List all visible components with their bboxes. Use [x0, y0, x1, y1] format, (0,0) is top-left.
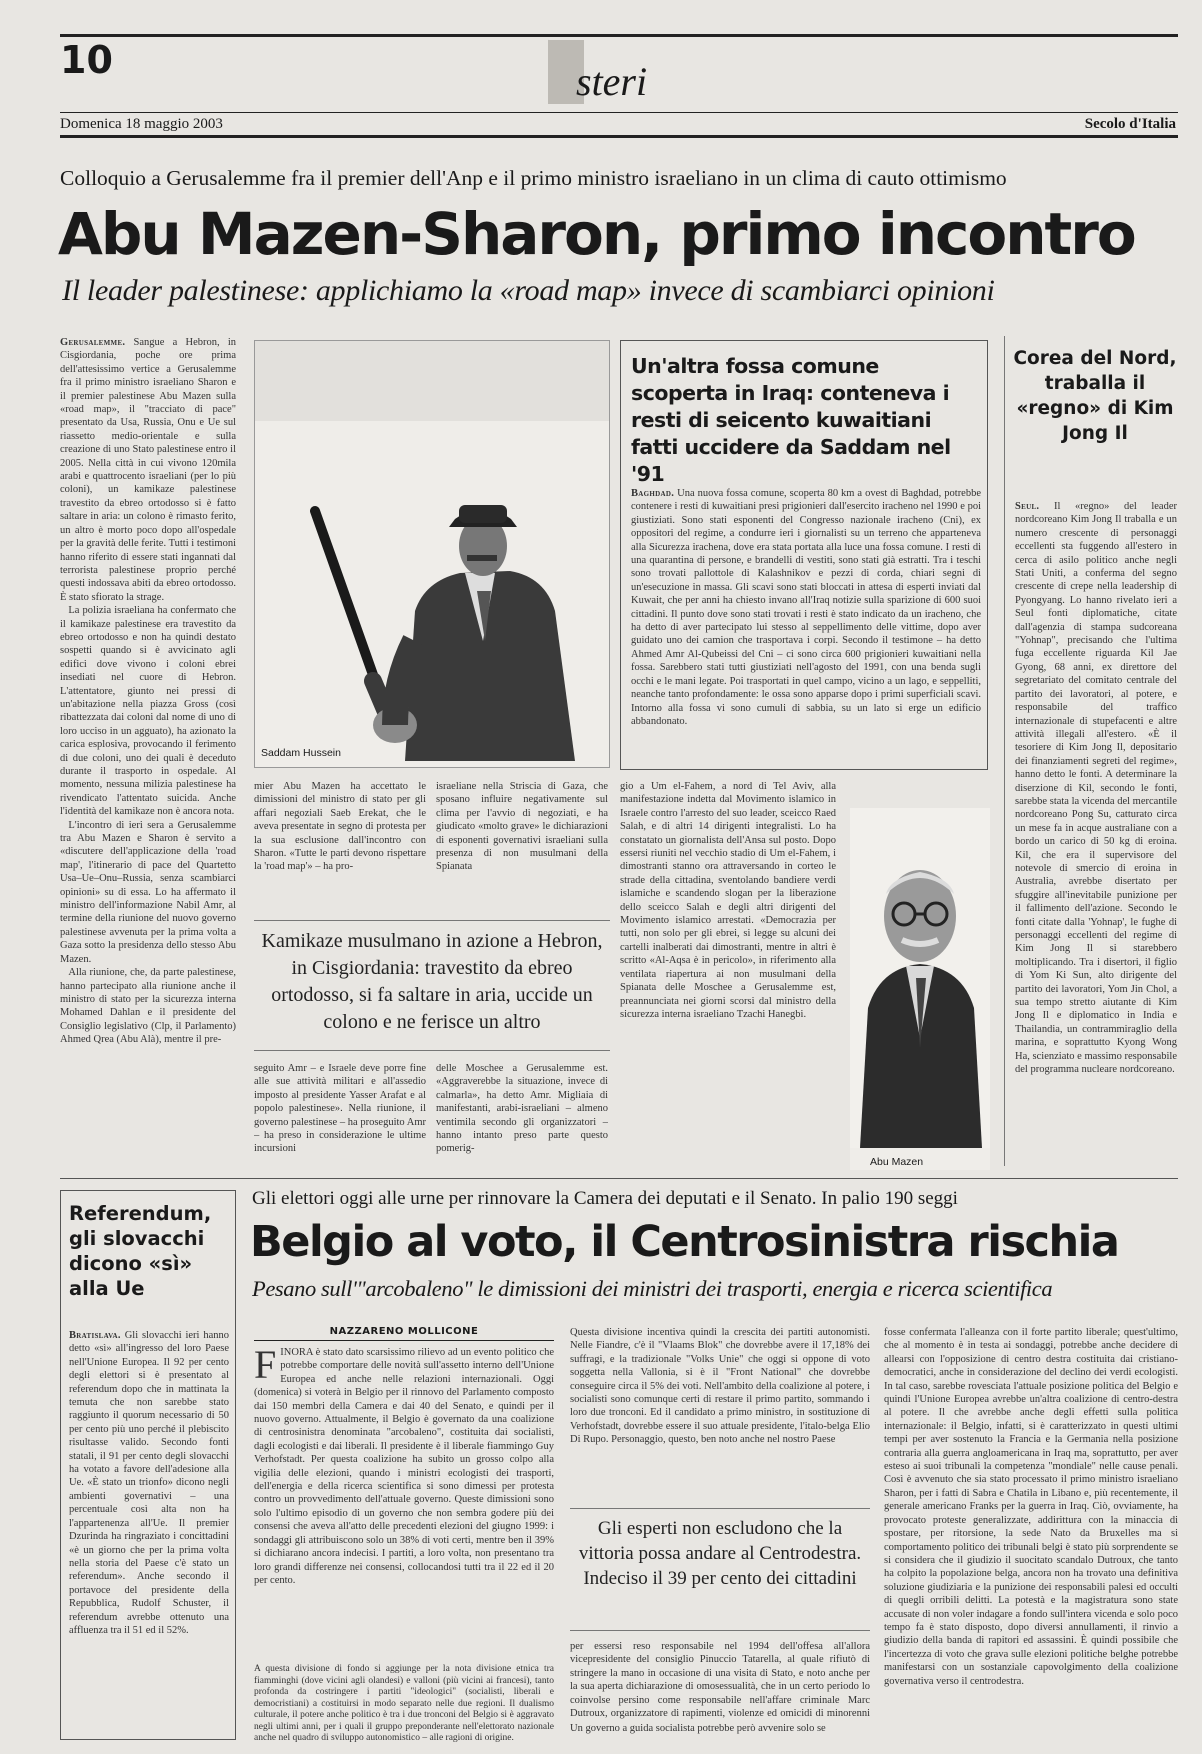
lead-pull-quote: Kamikaze musulmano in azione a Hebron, in Cisgiordania: travestito da ebreo ortodosso, si fa saltare in aria, uccide un colono e ne ferisce un altro [261, 930, 603, 1033]
belgium-column-3: fosse confermata l'alleanza con il forte partito liberale; quest'ultimo, che al momento è in testa ai sondaggi, potrebbe anche decidere di allearsi con l'opposizione di centro destra costituita dai cristiano-democratici, anche in considerazione del declino dei verdi ecologisti. In tal caso, sarebbe rovesciata l'attuale posizione politica del Belgio e quindi l'Unione Europea avrebbe un'altra coalizione di centro-destra al potere. Il che avrebbe anche degli effetti sulla politica internazionale: il Belgio, infatti, si è caratterizzato in questi ultimi tempi per aver sostenuto la Francia e la Germania nella posizione contraria alla guerra angloamericana in Iraq ma, soprattutto, per aver esteso ai suoi tribunali la competenza "mondiale" nelle cause penali. Così è avvenuto che sia stato processato il primo ministro israeliano Sharon, per i fatti di Sabra e Chatila in Libano e, più recentemente, il generale americano Franks per la guerra in Iraq. Ciò, ovviamente, ha provocato proteste generalizzate, addirittura con la minaccia di spostare, per ritorsione, la sede Nato da Bruxelles ma si comportamento politico dei tribunali belgi è stato più sorprendente se si considera che il giudizio il suocitato scandalo Dutroux, che tanto ha colpito la popolazione belga, ancora non ha trovato una definitiva soluzione giudiziaria e la punizione dei responsabili palesi ed occulti di quegli orribili delitti. La potestà e la magistratura sono state accusate di non voler indagare a fondo sull'intera vicenda e solo poco tempo fa è stato disposto, dopo diversi annullamenti, il rinvio a giudizio della banda di rapitori ed assassini. È quindi possibile che l'incertezza di voto che grava sulle elezioni politiche belghe potrebbe manifestarsi con un sostanziale capovolgimento della coalizione governativa verso il centrodestra. [884, 1327, 1178, 1687]
lead-column-4: gio a Um el-Fahem, a nord di Tel Aviv, alla manifestazione indetta dal Movimento islamico in Israele contro l'arresto del suo leader, sceicco Raed Salah, e di altri 14 dirigenti integralisti. Lo ha constatato un giornalista dell'Ansa sul posto. Dopo essersi riuniti nel vecchio stadio di Um el-Fahem, i dimostranti stanno ora attraversando in corteo le strade della cittadina, sventolando bandiere verdi islamiche e scandendo slogan per la liberazione dello sceicco Salah e degli altri dirigenti del Movimento islamico arrestati. «Democrazia per tutti, non solo per gli ebrei, si legge su alcuni dei cartelli inalberati dai dimostranti, mentre in altri è scritto «Al-Aqsa è in pericolo», in riferimento alla ventilata riapertura ai non musulmani della Spianata delle Moschee a Gerusalemme est, preannunciata nei giorni scorsi dal ministro della sicurezza interna israeliano Tzachi Hanegbi. [620, 781, 836, 1020]
belgium-column-2: Questa divisione incentiva quindi la crescita dei partiti autonomisti. Nelle Fiandre, c'è il "Vlaams Blok" che dovrebbe avere il 17,18% dei suffragi, e la tradizionale "Volks Unie" che oggi si oppone di voto soggetta nella Vallonia, si è il "Front National" che dovrebbe conseguire circa il 5% dei voti. Nell'ambito della coalizione al potere, i socialisti sono comunque certi di restare il primo partito, sommando i loro due tronconi. Ed il candidato a primo ministro, in sostituzione di Verhofstadt, dovrebbe essere il suo attuale presidente, l'italo-belga Elio Di Rupo. Personaggio, questo, ben noto anche nel nostro Paese [570, 1327, 870, 1446]
korea-body [1015, 500, 1177, 1160]
belgium-column-2-bottom: per essersi reso responsabile nel 1994 dell'offesa all'allora vicepresidente del consiglio Pinuccio Tatarella, al quale rifiutò di stringere la mano in occasione di una visita di Stato, e noto anche per la sua aperta dichiarazione di omosessualità, che in un certo periodo lo coinvolse persino come responsabile nell'affare criminale Marc Dutroux, organizzatore di rapimenti, violenze ed omicidi di minorenni [570, 1641, 870, 1720]
korea-body-text: Il «regno» del leader nordcoreano Kim Jong Il traballa e un numero crescente di personaggi eccellenti sta fuggendo all'estero in cerca di asilo politico anche negli Stati Uniti, a conferma del segno crescente di crepe nella leadership di Pyongyang. Lo hanno rivelato ieri a Seul fonti diplomatiche, citate dall'agenzia di stampa sudcoreana "Yohnap", precisando che l'ultima fuga eccellente riguarda Kil Jae Gyong, 68 anni, ex direttore del segretariato del comitato centrale del partito dei lavoratori, al potere, e responsabile del traffico internazionale di stupefacenti e altre attività illegali all'estero. «È il tesoriere di Kim Jong Il, depositario dei finanziamenti segreti del regime», hanno detto le fonti. A determinare la diserzione di Kil, secondo le fonti, sarebbe stata la vicenda del mercantile nordcoreano Pong Su, catturato circa un mese fa in acque australiane con a bordo un carico di 50 kg di eroina. Kil, che era il supervisore del notevole di smercio di eroina in Australia, avrebbe disertato per sfuggire all'inevitabile punizione per il fallimento dell'azione. Secondo le fonti citate dalla 'Yohnap', le fughe di personaggi eccellenti del regime di Kim Jong Il si starebbero moltiplicando. Tra i disertori, il figlio di Yom Ki Sun, alto dirigente del partito dei lavoratori, Yom Jin Chol, a sua tempo stretto aiutante di Kim Jong Il e diplomatico in India e Thailandia, un contrammiraglio della marina, e soprattutto Kyong Wong Ha, scienziato e massimo responsabile del programma nucleare nordcoreano. [1015, 501, 1177, 1076]
slovakia-dateline: Bratislava. [69, 1330, 121, 1341]
iraq-body-text: Una nuova fossa comune, scoperta 80 km a ovest di Baghdad, potrebbe contenere i resti di kuwaitiani presi prigionieri dall'esercito iracheno nel 1990 e poi giustiziati. Sono stati esponenti del Congresso nazionale iracheno (Cni), ex oppositori del regime, a condurre ieri i giornalisti su un terreno che apparteneva alla Sicurezza irachena, dove era stata portata alla luce una fossa comune. I resti di una quarantina di persone, e brandelli di vestiti, sono stati già estratti. Tra i teschi sono trovati pallottole di Kalashnikov e pezzi di corda, chiari segni di un'esecuzione in massa. Gli scavi sono stati bloccati in attesa di esperti inviati dal Kuwait, che per anni ha chiesto invano all'Iraq notizie sulla sparizione di 600 suoi cittadini. Il punto dove sono stati trovati i resti è stato indicato da un iracheno, che ha detto di aver partecipato lui stesso al seppellimento delle vittime, dopo aver guidato uno dei camion che trasportava i corpi. Secondo il testimone – ha detto Ahmed Amr Al-Qubeissi del Cni – ci sono circa 600 prigionieri kuwaitiani nella fossa. Sarebbero stati tutti giustiziati nell'agosto del 1991, con una benda sugli occhi e le mani legate. Poi trasportati in quel campo, vicino a un lago, e seppelliti, neanche tanto profondamente: le ossa sono apparse dopo i primi superficiali scavi. Intorno alla fossa vi sono cumuli di sabbia, su un lato si erge un edificio abbandonato. [631, 488, 981, 727]
belgium-kicker: Gli elettori oggi alle urne per rinnovare la Camera dei deputati e il Senato. In palio 190 seggi [252, 1188, 958, 1209]
slovakia-headline: Referendum, gli slovacchi dicono «sì» alla Ue [69, 1202, 212, 1300]
section-name: steri [576, 59, 648, 104]
abu-mazen-photo [850, 808, 990, 1170]
lead-body-4: Alla riunione, che, da parte palestinese, hanno partecipato alla riunione anche il ministro di stato per la sicurezza interna Mohamed Dahlan e il presidente del Consiglio legislativo (Clp, il Parlamento) Ahmed Qrea (Abu Alà), mentre il pre- [60, 967, 236, 1046]
saddam-photo [254, 340, 610, 768]
iraq-body [631, 487, 981, 761]
belgium-pull-quote: Gli esperti non escludono che la vittoria possa andare al Centrodestra. Indeciso il 39 per cento dei cittadini [578, 1518, 862, 1589]
iraq-box [620, 340, 988, 770]
lead-subheadline: Il leader palestinese: applichiamo la «road map» invece di scambiarci opinioni [62, 274, 995, 307]
iraq-headline: Un'altra fossa comune scoperta in Iraq: conteneva i resti di seicento kuwaitiani fatti uccidere da Saddam nel '91 [631, 354, 951, 486]
belgium-byline: NAZZARENO MOLLICONE [329, 1326, 479, 1337]
lead-body-2: La polizia israeliana ha confermato che il kamikaze palestinese era travestito da ebreo ortodosso e non ha quindi destato sospetti quando si è avvicinato agli edifici dove vivono i coloni ebrei insediati nel cuore di Hebron. L'attentatore, giunto nei pressi di un'abitazione nella piazza Gross (così ribattezzata dai coloni dal nome di uno di loro ucciso in un agguato), ha azionato la carica esplosiva, provocando il ferimento di due coloni, uno dei quali è deceduto durante il trasporto in ospedale. Al momento, nessuna milizia palestinese ha rivendicato l'attentato suicida. Anche l'identità del kamikaze non è ancora nota. [60, 605, 236, 818]
lead-body-3: L'incontro di ieri sera a Gerusalemme tra Abu Mazen e Sharon è servito a «discutere dell'applicazione della 'road map', l'itinerario di pace del Quartetto Usa–Ue–Onu–Russia, senza scambiarci opinioni» su di essa. Lo ha affermato il ministro dell'informazione Nabil Amr, al termine della riunione del nuovo governo palestinese avvenuta per la prima volta a Gaza sotto la presidenza dello stesso Abu Mazen. [60, 819, 236, 965]
section-title [548, 40, 647, 110]
slovakia-body [69, 1329, 229, 1731]
lead-body-1: Sangue a Hebron, in Cisgiordania, poche ore prima dell'attesissimo vertice a Gerusalemme fra il primo ministro israeliano Sharon e il premier palestinese Abu Mazen sulla «road map», il "tracciato di pace" presentato da Usa, Russia, Onu e Ue sul riassetto medio-orientale e sulla creazione di uno Stato palestinese entro il 2005. Nella città in cui vivono 120mila arabi e quattrocento israeliani (per lo più coloni), un kamikaze palestinese travestito da ebreo ortodosso si è fatto saltare in aria: un colono è rimasto ferito, un altro è morto poco dopo all'ospedale per la gravità delle ferite. Tutti i testimoni hanno riferito di essere stati ingannati dal terrorista palestinese proprio perché questi indossava abiti da ebreo ortodosso. È stato sfiorato la strage. [60, 337, 236, 603]
section-initial: E [548, 40, 584, 104]
abu-mazen-photo-caption: Abu Mazen [870, 1156, 924, 1168]
belgium-headline: Belgio al voto, il Centrosinistra rischia [250, 1217, 1119, 1267]
lead-column-3-bottom: delle Moschee a Gerusalemme est. «Aggraverebbe la situazione, invece di calmarla», ha detto Amr. Migliaia di manifestanti, arabi-israeliani – almeno ventimila secondo gli organizzatori – hanno intanto preso parte questo pomerig- [436, 1063, 608, 1155]
slovakia-body-text: Gli slovacchi ieri hanno detto «sì» all'ingresso del loro Paese nell'Unione Europea. Il 92 per cento degli elettori si è presentato al referendum dopo che in mattinata la temuta che non sarebbe stato raggiunto il quorum necessario di 50 per cento più uno perché il plebiscito risultasse valido. Secondo fonti statali, il 91 per cento degli slovacchi ha votato a favore dell'adesione alla Ue. «È stato un trionfo» dicono negli ambienti governativi – una percentuale così alta non ha l'appartenenza all'Ue. Il premier Dzurinda ha ringraziato i concittadini «è un giorno che per la prima volta nella storia del Paese c'è stato un referendum». Anche secondo il portavoce del presidente della Repubblica, Rudolf Schuster, il referendum avrebbe ottenuto una affluenza tra il 51 ed il 52%. [69, 1330, 229, 1636]
slovakia-box [60, 1190, 236, 1740]
lead-column-1 [60, 336, 236, 1166]
belgium-column-1 [254, 1346, 554, 1662]
lead-kicker: Colloquio a Gerusalemme fra il premier dell'Anp e il primo ministro israeliano in un clima di cauto ottimismo [60, 166, 1007, 190]
lead-dateline: Gerusalemme. [60, 337, 126, 348]
korea-box [1004, 336, 1180, 1166]
iraq-dateline: Baghdad. [631, 488, 675, 499]
belgium-subheadline: Pesano sull'"arcobaleno" le dimissioni dei ministri dei trasporti, energia e ricerca scientifica [252, 1276, 1053, 1301]
korea-headline: Corea del Nord, traballa il «regno» di Kim Jong Il [1013, 348, 1177, 444]
lead-column-2-bottom: seguito Amr – e Israele deve porre fine alle sue attività militari e all'assedio imposto al presidente Yasser Arafat e al popolo palestinese». Nella riunione, il governo palestinese – ha proseguito Amr – ha preso in considerazione le ultime incursioni [254, 1063, 426, 1155]
issue-date: Domenica 18 maggio 2003 [60, 116, 223, 132]
lead-column-2-top: mier Abu Mazen ha accettato le dimissioni del ministro di stato per gli affari negoziali Saeb Erekat, che le aveva presentate in segno di protesta per la sua esclusione dall'incontro con Sharon. «Tutte le parti devono rispettare la 'road map'» – ha pro- [254, 781, 426, 873]
belgium-drop-cap: F [254, 1346, 277, 1387]
lead-headline: Abu Mazen-Sharon, primo incontro [58, 200, 1135, 268]
belgium-column-1-bottom: A questa divisione di fondo si aggiunge per la nota divisione etnica tra fiamminghi (dove vicini agli olandesi) e valloni (più vicini ai francesi), tanto profonda da costringere i partiti "ideologici" (socialisti, liberali e democristiani) a costituirsi in modo separato nelle due regioni. Il dualismo culturale, il potere anche politico è tra i due tronconi del Belgio si è aggravato negli ultimi anni, per i quali il gruppo preponderante nell'elettorato nazionale anche nel quadro di sviluppo autonomistico – alle ragioni di origine. [254, 1664, 554, 1743]
belgium-column-1-text: INORA è stato dato scarsissimo rilievo ad un evento politico che potrebbe comportare delle novità sull'assetto interno dell'Unione Europea ed anche nelle relazioni internazionali. Oggi (domenica) si voterà in Belgio per il rinnovo del Parlamento composto dai 150 membri della Camera e dai 40 del Senato, e quindi per il nuovo governo. Attualmente, il Belgio è governato da una coalizione di centrosinistra denominata "arcobaleno", costituita dai socialisti, dagli ecologisti e dai liberali. Il presidente è il liberale fiammingo Guy Verhofstadt. Per questa coalizione ha subito un grosso colpo alla vigilia delle elezioni, quando i ministri ecologisti dei trasporti, dell'energia e della ricerca scientifica si sono dimessi per protesta contro un provvedimento dell'attuale governo. Queste dimissioni sono solo l'ultimo episodio di un governo che non sembra godere più dei consensi che aveva all'atto delle precedenti elezioni del giugno 1999: i sondaggi gli attribuiscono solo un 38% di voti certi, mentre ben il 39% si dichiarano ancora indecisi. I partiti, a loro volta, non presentano tra loro grandi differenze nei consensi, collocandosi tutti tra il 22 ed il 20 per cento. [254, 1347, 554, 1586]
saddam-photo-caption: Saddam Hussein [261, 747, 341, 759]
newspaper-name: Secolo d'Italia [1084, 116, 1176, 132]
belgium-column-2-end: Un governo a guida socialista potrebbe però avvenire solo se [570, 1723, 826, 1734]
korea-dateline: Seul. [1015, 501, 1040, 512]
page-number: 10 [60, 38, 113, 82]
lead-column-3-top: israeliane nella Striscia di Gaza, che sposano influire negativamente sul clima per l'avvio di negoziati, e ha giudicato «molto grave» le dichiarazioni di esponenti governativi israeliani sulla presenza di non musulmani della Spianata [436, 781, 608, 873]
